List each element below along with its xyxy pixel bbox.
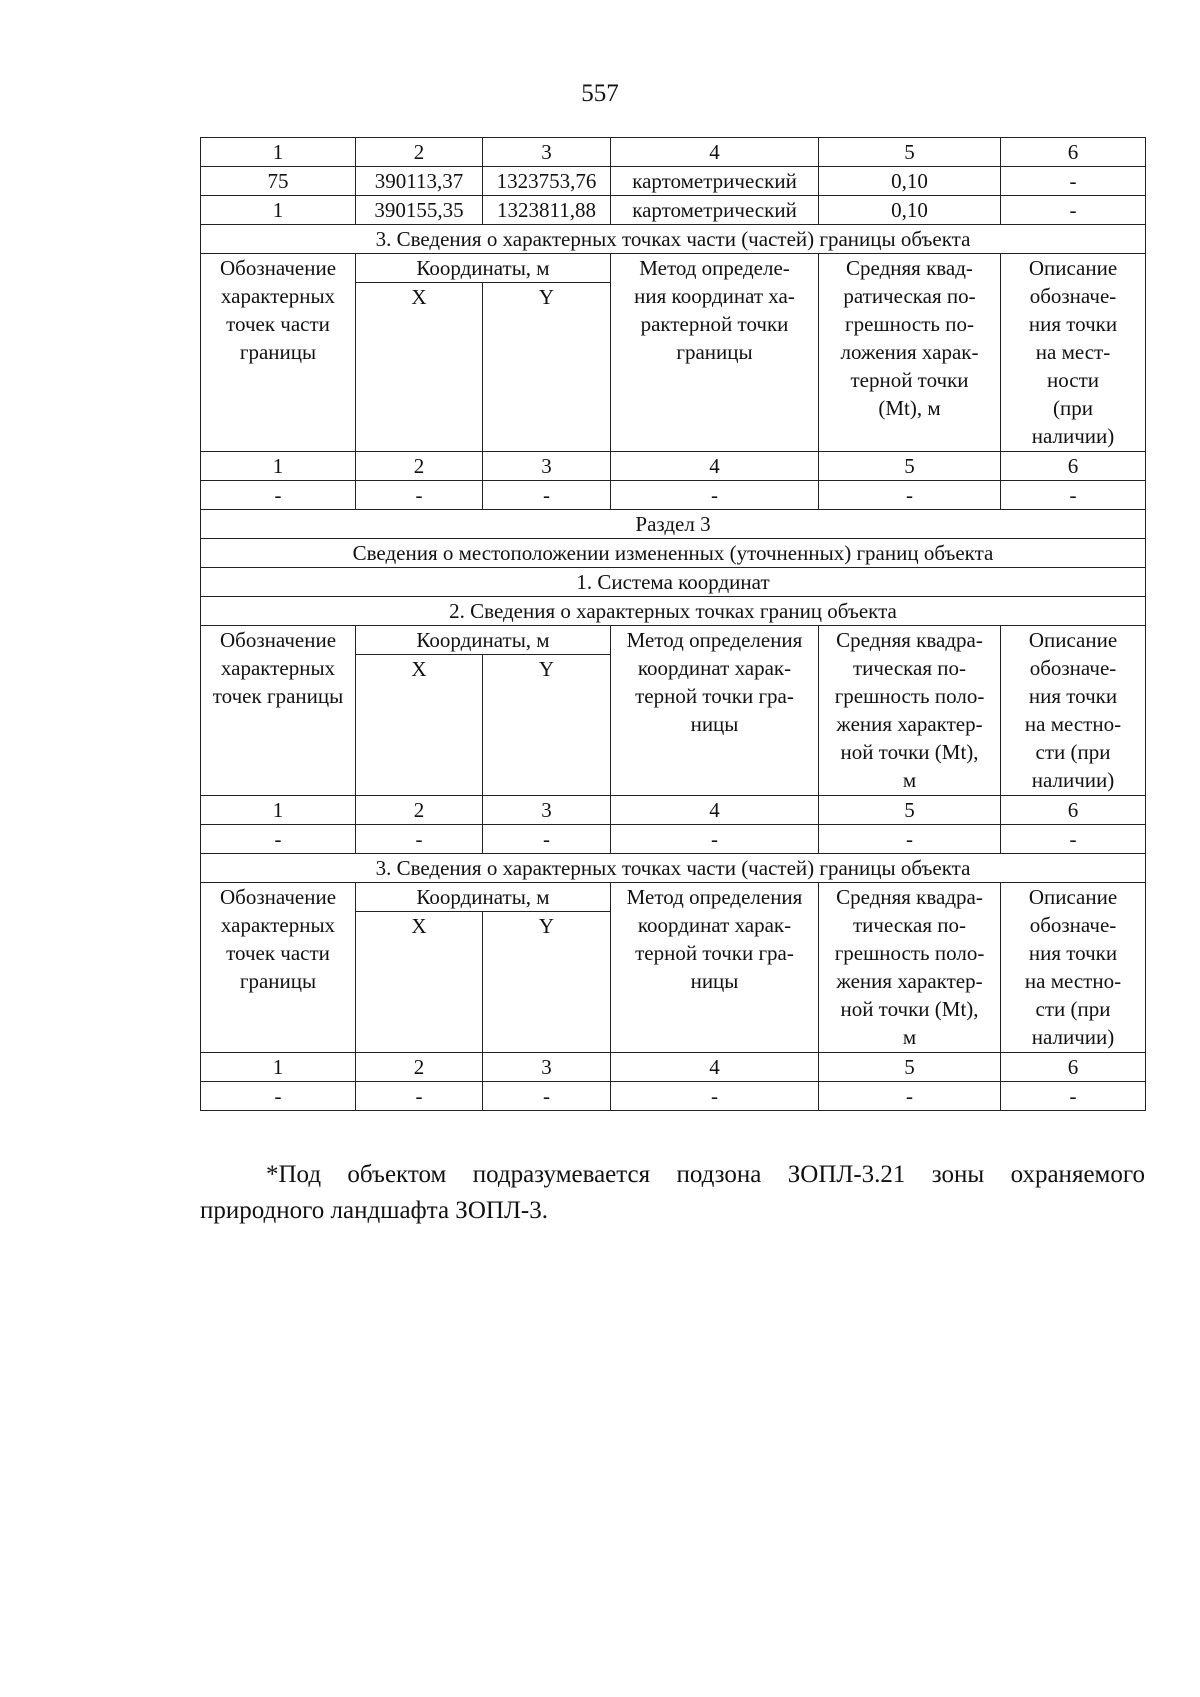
header-method: Метод определения координат харак- терной точки гра- ницы [611,883,819,1053]
table-cell: - [611,825,819,854]
point-number: 1 [201,196,356,225]
table-cell: - [356,1082,483,1111]
coord-x: 390113,37 [356,167,483,196]
page-number: 557 [581,80,619,107]
header-error: Средняя квадра- тическая по- грешность поло- жения характер- ной точки (Mt), м [819,883,1001,1053]
table-cell: 2 [356,1053,483,1082]
coord-y: 1323753,76 [483,167,611,196]
header-coordinates: Координаты, м [356,883,611,912]
coordinates-table [200,137,1146,1111]
table-cell: 6 [1001,138,1146,167]
header-coordinates: Координаты, м [356,254,611,283]
block-title-row [201,225,1146,254]
table-cell: - [1001,825,1146,854]
table-cell: 6 [1001,452,1146,481]
point-number: 75 [201,167,356,196]
header-description: Описание обозначе- ния точки на местно- сти (при наличии) [1001,626,1146,796]
table-cell: 3 [483,452,611,481]
table-cell: 5 [819,138,1001,167]
table-cell: - [483,481,611,510]
table-cell: - [611,481,819,510]
description: - [1001,196,1146,225]
description: - [1001,167,1146,196]
table-cell: 4 [611,138,819,167]
table-row-column-numbers [201,796,1146,825]
table-cell: - [201,481,356,510]
block2-title: 2. Сведения о характерных точках границ объекта [201,597,1146,626]
table-cell: 1 [201,1053,356,1082]
table-cell: 1 [201,138,356,167]
table-cell: - [356,825,483,854]
table-row-empty [201,1082,1146,1111]
method: картометрический [611,196,819,225]
section-subtitle-row [201,539,1146,568]
header-error: Средняя квадра- тическая по- грешность поло- жения характер- ной точки (Mt), м [819,626,1001,796]
footnote: *Под объектом подразумевается подзона ЗОПЛ-3.21 зоны охраняемого природного ландшафта ЗОПЛ-3. [200,1161,1145,1224]
method: картометрический [611,167,819,196]
header-x: X [356,912,483,1053]
table-row-column-numbers [201,452,1146,481]
table-cell: 5 [819,796,1001,825]
table-row-empty [201,481,1146,510]
header-description: Описание обозначе- ния точки на местно- сти (при наличии) [1001,883,1146,1053]
header-coordinates: Координаты, м [356,626,611,655]
table-cell: 5 [819,452,1001,481]
block-title-row [201,597,1146,626]
header-y: Y [483,912,611,1053]
table-cell: 1 [201,796,356,825]
table-cell: - [819,481,1001,510]
table-cell: 2 [356,796,483,825]
table-cell: 4 [611,1053,819,1082]
table-cell: 6 [1001,1053,1146,1082]
header-x: X [356,655,483,796]
header-description: Описание обозначе- ния точки на мест- ности (при наличии) [1001,254,1146,452]
table-cell: 5 [819,1053,1001,1082]
table-cell: - [483,1082,611,1111]
header-designation: Обозначение характерных точек части границы [201,883,356,1053]
table-cell: - [819,1082,1001,1111]
table-cell: 6 [1001,796,1146,825]
table-cell: 2 [356,138,483,167]
table-cell: - [201,825,356,854]
table-cell: 3 [483,138,611,167]
header-row [201,883,1146,912]
error-value: 0,10 [819,196,1001,225]
table-cell: 4 [611,796,819,825]
table-cell: - [1001,481,1146,510]
table-cell: 1 [201,452,356,481]
block-title-row [201,854,1146,883]
table-cell: - [819,825,1001,854]
header-row [201,254,1146,283]
header-method: Метод определе- ния координат ха- рактерной точки границы [611,254,819,452]
header-y: Y [483,283,611,452]
coord-y: 1323811,88 [483,196,611,225]
section-title: Раздел 3 [201,510,1146,539]
coord-system-row [201,568,1146,597]
header-designation: Обозначение характерных точек части границы [201,254,356,452]
header-error: Средняя квад- ратическая по- грешность по- ложения харак- терной точки (Mt), м [819,254,1001,452]
header-designation: Обозначение характерных точек границы [201,626,356,796]
table-row [201,167,1146,196]
table-row-column-numbers [201,1053,1146,1082]
table-cell: 3 [483,796,611,825]
section-title-row [201,510,1146,539]
error-value: 0,10 [819,167,1001,196]
section-subtitle: Сведения о местоположении измененных (уточненных) границ объекта [201,539,1146,568]
table-row-empty [201,825,1146,854]
table-cell: - [356,481,483,510]
table-cell: - [483,825,611,854]
table-cell: 3 [483,1053,611,1082]
header-method: Метод определения координат харак- терной точки гра- ницы [611,626,819,796]
table-cell: 4 [611,452,819,481]
coord-x: 390155,35 [356,196,483,225]
table-cell: 2 [356,452,483,481]
table-row-column-numbers [201,138,1146,167]
table-cell: - [201,1082,356,1111]
table-row [201,196,1146,225]
block3-title: 3. Сведения о характерных точках части (частей) границы объекта [201,854,1146,883]
coord-system-title: 1. Система координат [201,568,1146,597]
header-row [201,626,1146,655]
table-cell: - [611,1082,819,1111]
block1-title: 3. Сведения о характерных точках части (частей) границы объекта [201,225,1146,254]
header-x: X [356,283,483,452]
header-y: Y [483,655,611,796]
table-cell: - [1001,1082,1146,1111]
